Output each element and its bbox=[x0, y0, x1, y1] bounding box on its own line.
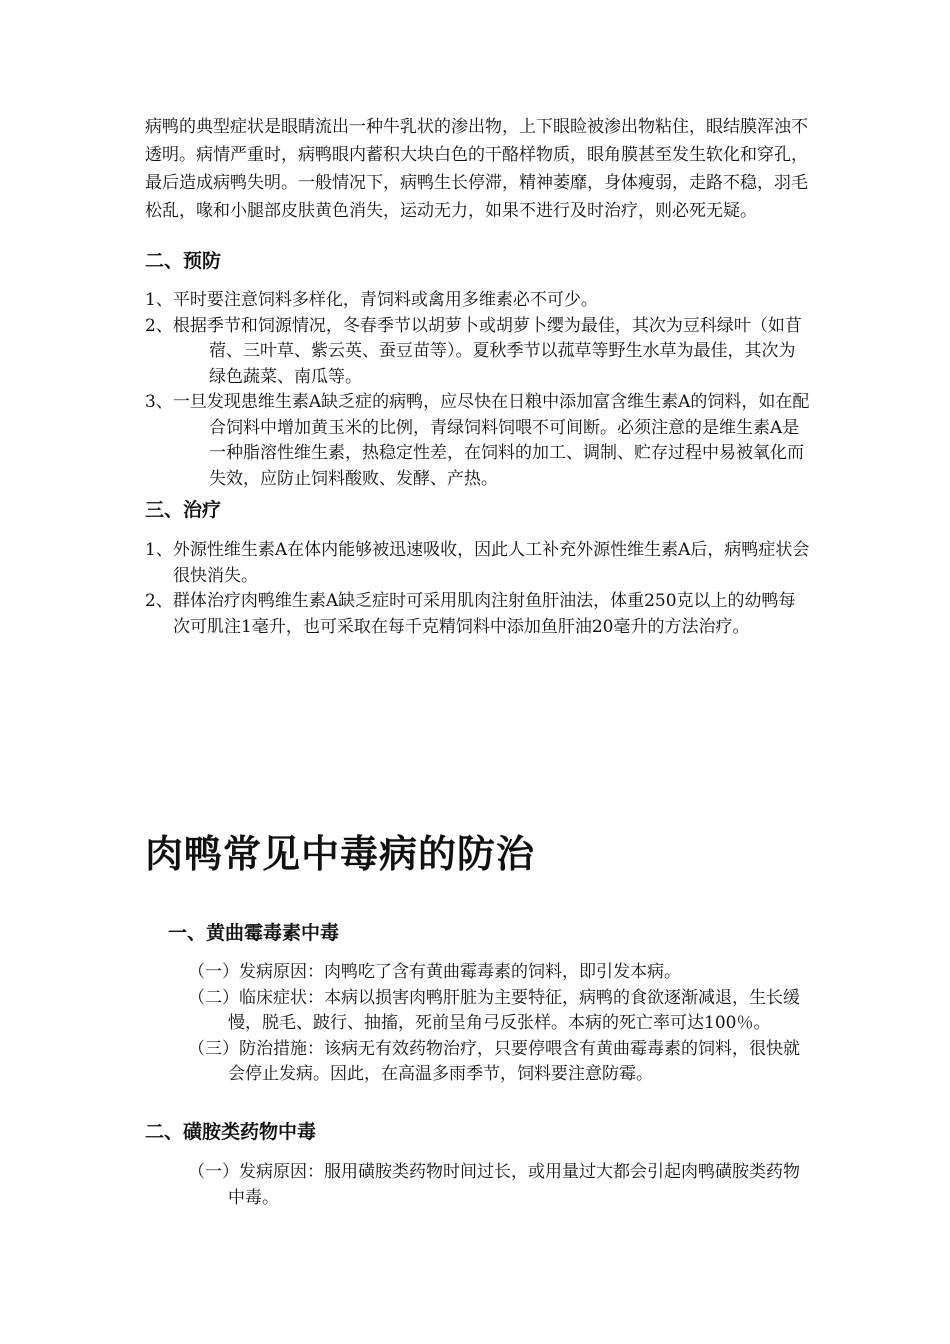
list-marker: 3、 bbox=[145, 392, 173, 412]
list-text: 临床症状：本病以损害肉鸭肝脏为主要特征，病鸭的食欲逐渐减退，生长缓慢，脱毛、跛行、抽搐，死前呈角弓反张样。本病的死亡率可达100％。 bbox=[228, 987, 800, 1033]
prevention-list bbox=[145, 288, 810, 492]
list-marker: （一） bbox=[188, 962, 239, 982]
list-item bbox=[145, 390, 810, 492]
list-text: 发病原因：服用磺胺类药物时间过长，或用量过大都会引起肉鸭磺胺类药物中毒。 bbox=[228, 1162, 800, 1208]
intro-paragraph: 病鸭的典型症状是眼睛流出一种牛乳状的渗出物，上下眼睑被渗出物粘住，眼结膜浑浊不透明。病情严重时，病鸭眼内蓄积大块白色的干酪样物质，眼角膜甚至发生软化和穿孔，最后造成病鸭失明。一般情况下，病鸭生长停滞，精神萎靡，身体瘦弱，走路不稳，羽毛松乱，喙和小腿部皮肤黄色消失，运动无力，如果不进行及时治疗，则必死无疑。 bbox=[145, 117, 808, 221]
list-text: 一旦发现患维生素A缺乏症的病鸭，应尽快在日粮中添加富含维生素A的饲料，如在配合饲料中增加黄玉米的比例，青绿饲料饲喂不可间断。必须注意的是维生素A是一种脂溶性维生素，热稳定性差，在饲料的加工、调制、贮存过程中易被氧化而失效，应防止饲料酸败、发酵、产热。 bbox=[172, 392, 810, 489]
list-item bbox=[188, 1160, 810, 1211]
list-item bbox=[188, 960, 810, 986]
list-item bbox=[188, 986, 810, 1037]
list-text: 平时要注意饲料多样化，青饲料或禽用多维素必不可少。 bbox=[172, 290, 598, 310]
list-text: 发病原因：肉鸭吃了含有黄曲霉毒素的饲料，即引发本病。 bbox=[239, 962, 681, 982]
list-item bbox=[188, 1037, 810, 1088]
list-marker: （二） bbox=[188, 987, 239, 1008]
article-title: 肉鸭常见中毒病的防治 bbox=[145, 831, 536, 876]
list-text: 防治措施：该病无有效药物治疗，只要停喂含有黄曲霉毒素的饲料，很快就会停止发病。因此，在高温多雨季节，饲料要注意防霉。 bbox=[228, 1038, 800, 1084]
list-marker: 1、 bbox=[145, 540, 173, 560]
list-item bbox=[145, 288, 810, 314]
aflatoxin-heading: 一、黄曲霉毒素中毒 bbox=[168, 922, 340, 944]
sulfonamide-list bbox=[188, 1160, 810, 1211]
list-marker: （三） bbox=[188, 1038, 239, 1059]
treatment-heading: 三、治疗 bbox=[145, 499, 222, 521]
list-item bbox=[145, 538, 810, 589]
list-text: 群体治疗肉鸭维生素A缺乏症时可采用肌肉注射鱼肝油法，体重250克以上的幼鸭每次可肌注1毫升，也可采取在每千克精饲料中添加鱼肝油20毫升的方法治疗。 bbox=[172, 591, 796, 637]
list-marker: （一） bbox=[188, 1162, 239, 1182]
aflatoxin-list bbox=[188, 960, 810, 1088]
list-text: 外源性维生素A在体内能够被迅速吸收，因此人工补充外源性维生素A后，病鸭症状会很快消失。 bbox=[172, 540, 810, 586]
list-text: 根据季节和饲源情况，冬春季节以胡萝卜或胡萝卜缨为最佳，其次为豆科绿叶（如苜蓿、三叶草、紫云英、蚕豆苗等）。夏秋季节以菰草等野生水草为最佳，其次为绿色蔬菜、南瓜等。 bbox=[172, 315, 802, 387]
treatment-list bbox=[145, 538, 810, 640]
list-marker: 2、 bbox=[145, 315, 173, 336]
list-marker: 1、 bbox=[145, 290, 173, 310]
prevention-heading: 二、预防 bbox=[145, 250, 222, 272]
list-item bbox=[145, 314, 810, 391]
sulfonamide-heading: 二、磺胺类药物中毒 bbox=[145, 1121, 317, 1143]
list-item bbox=[145, 589, 810, 640]
list-marker: 2、 bbox=[145, 591, 173, 611]
